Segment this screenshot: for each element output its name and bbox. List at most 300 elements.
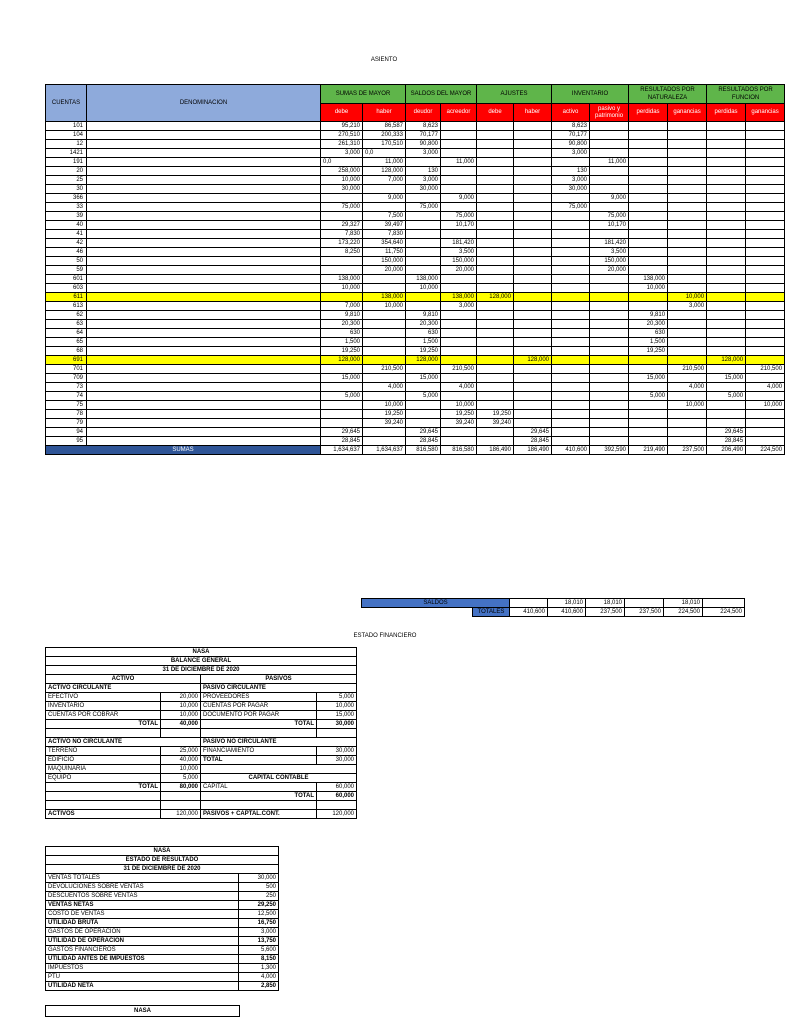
worksheet-cell xyxy=(514,401,552,410)
worksheet-cell: 20,300 xyxy=(406,320,441,329)
worksheet-cell: 128,000 xyxy=(406,356,441,365)
worksheet-cell: 9,000 xyxy=(363,194,406,203)
totales-cell: 410,600 xyxy=(510,608,548,617)
worksheet-cell xyxy=(552,248,590,257)
worksheet-cell: 39,497 xyxy=(363,221,406,230)
worksheet-cell: 4,000 xyxy=(363,383,406,392)
denominacion-cell xyxy=(87,122,321,131)
worksheet-cell xyxy=(477,302,514,311)
worksheet-row xyxy=(46,356,785,365)
worksheet-cell xyxy=(477,122,514,131)
worksheet-cell: 90,800 xyxy=(406,140,441,149)
subheader-cell: deudor xyxy=(406,104,441,122)
worksheet-cell xyxy=(552,257,590,266)
worksheet-cell: 4,000 xyxy=(668,383,707,392)
worksheet-cell: 30,000 xyxy=(321,185,363,194)
account-code: 691 xyxy=(46,356,87,365)
worksheet-cell: 28,845 xyxy=(707,437,746,446)
denominacion-cell xyxy=(87,284,321,293)
worksheet-cell: 28,845 xyxy=(514,437,552,446)
worksheet-cell xyxy=(552,239,590,248)
worksheet-cell xyxy=(477,329,514,338)
resultado-label: IMPUESTOS xyxy=(46,964,239,973)
sumas-cell: 186,490 xyxy=(477,446,514,455)
worksheet-cell: 10,170 xyxy=(590,221,629,230)
worksheet-cell xyxy=(514,329,552,338)
worksheet-cell xyxy=(707,365,746,374)
resultado-label: GASTOS DE OPERACIÓN xyxy=(46,928,239,937)
sumas-row xyxy=(46,446,785,455)
balance-value: 10,000 xyxy=(317,702,357,711)
resultado-title: ESTADO DE RESULTADO xyxy=(46,856,279,865)
worksheet-cell xyxy=(441,122,477,131)
worksheet-cell xyxy=(746,194,785,203)
account-code: 63 xyxy=(46,320,87,329)
resultado-label: UTILIDAD NETA xyxy=(46,982,239,991)
worksheet-cell xyxy=(629,122,668,131)
worksheet-cell xyxy=(477,401,514,410)
account-code: 613 xyxy=(46,302,87,311)
denominacion-cell xyxy=(87,140,321,149)
worksheet-cell xyxy=(441,374,477,383)
worksheet-cell: 19,250 xyxy=(321,347,363,356)
worksheet-cell xyxy=(668,347,707,356)
blank-cell xyxy=(201,765,357,774)
worksheet-cell xyxy=(629,437,668,446)
worksheet-cell: 90,800 xyxy=(552,140,590,149)
resultado-value: 2,850 xyxy=(239,982,279,991)
worksheet-cell: 20,000 xyxy=(363,266,406,275)
worksheet-cell xyxy=(552,374,590,383)
worksheet-cell xyxy=(363,356,406,365)
estado-resultado-table xyxy=(45,846,279,991)
worksheet-cell xyxy=(707,302,746,311)
totales-cell: 237,500 xyxy=(586,608,625,617)
worksheet-cell xyxy=(552,437,590,446)
account-code: 73 xyxy=(46,383,87,392)
resultado-value: 1,300 xyxy=(239,964,279,973)
worksheet-cell xyxy=(441,347,477,356)
worksheet-cell xyxy=(629,131,668,140)
header-resultados-naturaleza: RESULTADOS POR NATURALEZA xyxy=(629,85,707,104)
worksheet-cell xyxy=(668,194,707,203)
account-code: 64 xyxy=(46,329,87,338)
worksheet-cell xyxy=(514,194,552,203)
balance-value: 10,000 xyxy=(161,765,201,774)
worksheet-cell xyxy=(590,122,629,131)
activos-label: ACTIVOS xyxy=(46,810,161,819)
worksheet-cell xyxy=(668,437,707,446)
totales-cell: 410,600 xyxy=(548,608,586,617)
worksheet-cell: 181,420 xyxy=(590,239,629,248)
saldos-cell xyxy=(510,599,548,608)
worksheet-cell xyxy=(552,347,590,356)
capital-value: 60,000 xyxy=(317,783,357,792)
worksheet-cell xyxy=(441,230,477,239)
worksheet-row xyxy=(46,365,785,374)
worksheet-cell xyxy=(746,356,785,365)
pasivos-capital-label: PASIVOS + CAPTAL.CONT. xyxy=(201,810,317,819)
account-code: 46 xyxy=(46,248,87,257)
worksheet-cell xyxy=(590,374,629,383)
worksheet-cell: 75,000 xyxy=(321,203,363,212)
worksheet-cell xyxy=(441,284,477,293)
worksheet-cell xyxy=(514,338,552,347)
worksheet-row xyxy=(46,410,785,419)
worksheet-cell: 29,645 xyxy=(514,428,552,437)
balance-label: PROVEEDORES xyxy=(201,693,317,702)
worksheet-cell: 29,645 xyxy=(321,428,363,437)
worksheet-cell xyxy=(514,293,552,302)
worksheet-cell xyxy=(746,347,785,356)
worksheet-cell xyxy=(406,293,441,302)
worksheet-cell xyxy=(707,212,746,221)
worksheet-cell xyxy=(746,320,785,329)
worksheet-cell: 75,000 xyxy=(406,203,441,212)
resultado-label: VENTAS TOTALES xyxy=(46,874,239,883)
denominacion-cell xyxy=(87,392,321,401)
worksheet-cell xyxy=(707,230,746,239)
resultado-label: DEVOLUCIONES SOBRE VENTAS xyxy=(46,883,239,892)
balance-label: EFECTIVO xyxy=(46,693,161,702)
worksheet-cell xyxy=(668,203,707,212)
resultado-row xyxy=(46,964,279,973)
totales-cell: 224,500 xyxy=(703,608,745,617)
worksheet-cell xyxy=(746,131,785,140)
worksheet-cell xyxy=(590,329,629,338)
worksheet-cell: 4,000 xyxy=(441,383,477,392)
worksheet-cell xyxy=(363,185,406,194)
resultado-label: VENTAS NETAS xyxy=(46,901,239,910)
worksheet-cell xyxy=(590,401,629,410)
worksheet-cell xyxy=(707,203,746,212)
worksheet-cell: 9,000 xyxy=(441,194,477,203)
account-code: 74 xyxy=(46,392,87,401)
worksheet-cell: 10,000 xyxy=(441,401,477,410)
balance-label: EDIFICIO xyxy=(46,756,161,765)
worksheet-cell xyxy=(746,311,785,320)
worksheet-cell xyxy=(514,383,552,392)
account-code: 12 xyxy=(46,140,87,149)
worksheet-cell xyxy=(441,428,477,437)
worksheet-cell xyxy=(441,167,477,176)
resultado-row xyxy=(46,892,279,901)
balance-company: NASA xyxy=(46,648,357,657)
account-code: 25 xyxy=(46,176,87,185)
worksheet-row xyxy=(46,275,785,284)
pc-total-label: TOTAL xyxy=(201,720,317,729)
worksheet-cell: 20,300 xyxy=(629,320,668,329)
blank-cell xyxy=(201,801,317,810)
worksheet-cell xyxy=(707,401,746,410)
worksheet-cell xyxy=(668,248,707,257)
worksheet-cell: 11,000 xyxy=(590,158,629,167)
worksheet-cell xyxy=(668,221,707,230)
worksheet-cell xyxy=(746,437,785,446)
worksheet-cell: 210,500 xyxy=(441,365,477,374)
worksheet-cell xyxy=(552,194,590,203)
worksheet-cell xyxy=(321,419,363,428)
denominacion-cell xyxy=(87,167,321,176)
resultado-row xyxy=(46,919,279,928)
worksheet-cell xyxy=(590,293,629,302)
worksheet-cell xyxy=(629,176,668,185)
pasivo-circulante-header: PASIVO CIRCULANTE xyxy=(201,684,357,693)
worksheet-cell: 354,640 xyxy=(363,239,406,248)
worksheet-cell xyxy=(363,338,406,347)
worksheet-cell: 9,000 xyxy=(590,194,629,203)
denominacion-cell xyxy=(87,176,321,185)
worksheet-cell xyxy=(552,338,590,347)
worksheet-cell xyxy=(514,167,552,176)
account-code: 104 xyxy=(46,131,87,140)
worksheet-cell xyxy=(321,383,363,392)
header-saldos-mayor: SALDOS DEL MAYOR xyxy=(406,85,477,104)
worksheet-cell: 210,500 xyxy=(746,365,785,374)
worksheet-cell: 29,645 xyxy=(406,428,441,437)
worksheet-cell xyxy=(321,257,363,266)
worksheet-row xyxy=(46,419,785,428)
resultado-label: GASTOS FINANCIEROS xyxy=(46,946,239,955)
worksheet-cell xyxy=(746,140,785,149)
worksheet-cell xyxy=(746,374,785,383)
worksheet-cell xyxy=(477,428,514,437)
worksheet-cell xyxy=(477,140,514,149)
worksheet-cell xyxy=(441,392,477,401)
worksheet-cell xyxy=(477,311,514,320)
worksheet-cell xyxy=(514,392,552,401)
worksheet-cell xyxy=(668,311,707,320)
denominacion-cell xyxy=(87,257,321,266)
worksheet-cell xyxy=(477,203,514,212)
worksheet-row xyxy=(46,374,785,383)
worksheet-cell xyxy=(552,158,590,167)
worksheet-cell xyxy=(707,140,746,149)
saldos-table xyxy=(361,598,745,617)
worksheet-row xyxy=(46,158,785,167)
worksheet-cell xyxy=(629,419,668,428)
resultado-date: 31 DE DICIEMBRE DE 2020 xyxy=(46,865,279,874)
worksheet-cell xyxy=(477,338,514,347)
worksheet-cell xyxy=(514,149,552,158)
worksheet-cell xyxy=(477,158,514,167)
worksheet-cell xyxy=(629,383,668,392)
ac-total-value: 40,000 xyxy=(161,720,201,729)
worksheet-cell: 10,000 xyxy=(629,284,668,293)
worksheet-cell xyxy=(746,221,785,230)
worksheet-cell xyxy=(746,419,785,428)
resultado-value: 12,500 xyxy=(239,910,279,919)
worksheet-cell xyxy=(552,284,590,293)
account-code: 50 xyxy=(46,257,87,266)
resultado-row xyxy=(46,937,279,946)
pc-total-value: 30,000 xyxy=(317,720,357,729)
worksheet-cell: 15,000 xyxy=(321,374,363,383)
saldos-spacer xyxy=(362,608,473,617)
worksheet-cell xyxy=(707,419,746,428)
worksheet-cell xyxy=(707,284,746,293)
resultado-value: 3,000 xyxy=(239,928,279,937)
account-code: 611 xyxy=(46,293,87,302)
saldos-label: SALDOS xyxy=(362,599,510,608)
account-code: 101 xyxy=(46,122,87,131)
account-code: 1421 xyxy=(46,149,87,158)
worksheet-cell: 630 xyxy=(321,329,363,338)
worksheet-cell: 138,000 xyxy=(629,275,668,284)
worksheet-row xyxy=(46,392,785,401)
worksheet-row xyxy=(46,320,785,329)
worksheet-row xyxy=(46,347,785,356)
sumas-cell: 219,490 xyxy=(629,446,668,455)
capital-label: CAPITAL xyxy=(201,783,317,792)
worksheet-cell xyxy=(590,149,629,158)
capital-total-label: TOTAL xyxy=(201,792,317,801)
worksheet-cell xyxy=(707,320,746,329)
resultado-label: DESCUENTOS SOBRE VENTAS xyxy=(46,892,239,901)
worksheet-cell xyxy=(668,167,707,176)
account-code: 40 xyxy=(46,221,87,230)
worksheet-cell xyxy=(590,203,629,212)
worksheet-row xyxy=(46,437,785,446)
worksheet-row xyxy=(46,149,785,158)
worksheet-cell: 150,000 xyxy=(441,257,477,266)
worksheet-cell xyxy=(629,428,668,437)
totales-label: TOTALES xyxy=(473,608,510,617)
resultado-value: 4,000 xyxy=(239,973,279,982)
saldos-cell: 18,010 xyxy=(586,599,625,608)
worksheet-row xyxy=(46,140,785,149)
sumas-cell: 1,634,637 xyxy=(363,446,406,455)
worksheet-cell xyxy=(707,257,746,266)
worksheet-cell: 19,250 xyxy=(363,410,406,419)
worksheet-cell: 70,177 xyxy=(552,131,590,140)
worksheet-cell: 7,830 xyxy=(321,230,363,239)
worksheet-cell xyxy=(552,329,590,338)
resultado-row xyxy=(46,982,279,991)
worksheet-cell xyxy=(514,302,552,311)
worksheet-row xyxy=(46,221,785,230)
sumas-label: SUMAS xyxy=(46,446,321,455)
worksheet-cell: 130 xyxy=(406,167,441,176)
account-code: 42 xyxy=(46,239,87,248)
worksheet-cell xyxy=(406,248,441,257)
worksheet-cell xyxy=(629,410,668,419)
worksheet-cell: 19,250 xyxy=(629,347,668,356)
resultado-label: UTILIDAD DE OPERACIÓN xyxy=(46,937,239,946)
worksheet-cell xyxy=(590,140,629,149)
worksheet-row xyxy=(46,311,785,320)
worksheet-cell xyxy=(477,347,514,356)
denominacion-cell xyxy=(87,320,321,329)
denominacion-cell xyxy=(87,203,321,212)
worksheet-cell xyxy=(746,392,785,401)
worksheet-cell xyxy=(629,356,668,365)
worksheet-cell xyxy=(707,239,746,248)
balance-date: 31 DE DICIEMBRE DE 2020 xyxy=(46,666,357,675)
worksheet-cell xyxy=(321,266,363,275)
worksheet-cell xyxy=(707,266,746,275)
account-code: 68 xyxy=(46,347,87,356)
worksheet-cell xyxy=(707,248,746,257)
worksheet-cell: 10,000 xyxy=(321,284,363,293)
saldos-row xyxy=(362,599,745,608)
footer-table xyxy=(45,1005,240,1017)
worksheet-cell xyxy=(477,320,514,329)
balance-label: TERRENO xyxy=(46,747,161,756)
worksheet-cell xyxy=(514,221,552,230)
resultado-row xyxy=(46,928,279,937)
worksheet-cell xyxy=(406,419,441,428)
worksheet-cell xyxy=(477,266,514,275)
worksheet-cell xyxy=(590,356,629,365)
worksheet-cell xyxy=(441,329,477,338)
worksheet-cell xyxy=(668,185,707,194)
worksheet-cell xyxy=(746,293,785,302)
worksheet-cell: 8,623 xyxy=(552,122,590,131)
account-code: 33 xyxy=(46,203,87,212)
worksheet-cell xyxy=(668,284,707,293)
worksheet-table xyxy=(45,84,785,455)
resultado-row xyxy=(46,910,279,919)
account-code: 366 xyxy=(46,194,87,203)
worksheet-cell xyxy=(477,365,514,374)
worksheet-cell xyxy=(668,239,707,248)
worksheet-cell: 39,240 xyxy=(441,419,477,428)
worksheet-cell xyxy=(590,230,629,239)
worksheet-cell xyxy=(406,410,441,419)
worksheet-cell xyxy=(668,338,707,347)
worksheet-cell: 210,500 xyxy=(363,365,406,374)
worksheet-cell xyxy=(746,176,785,185)
account-code: 78 xyxy=(46,410,87,419)
worksheet-cell xyxy=(629,239,668,248)
balance-value: 40,000 xyxy=(161,756,201,765)
resultado-value: 8,150 xyxy=(239,955,279,964)
worksheet-cell xyxy=(629,293,668,302)
worksheet-cell: 11,750 xyxy=(363,248,406,257)
worksheet-cell xyxy=(746,410,785,419)
pnc-total-value: 30,000 xyxy=(317,756,357,765)
worksheet-cell xyxy=(746,329,785,338)
resultado-label: PTU xyxy=(46,973,239,982)
worksheet-cell xyxy=(406,266,441,275)
worksheet-cell xyxy=(746,230,785,239)
worksheet-cell xyxy=(514,158,552,167)
worksheet-cell xyxy=(590,302,629,311)
header-denominacion: DENOMINACION xyxy=(87,85,321,122)
balance-label: CUENTAS POR COBRAR xyxy=(46,711,161,720)
worksheet-header-row xyxy=(46,85,785,104)
worksheet-cell xyxy=(552,356,590,365)
worksheet-cell xyxy=(514,122,552,131)
worksheet-cell xyxy=(668,176,707,185)
subheader-cell: haber xyxy=(363,104,406,122)
worksheet-cell: 3,000 xyxy=(552,176,590,185)
worksheet-cell xyxy=(707,311,746,320)
worksheet-cell: 11,000 xyxy=(441,158,477,167)
worksheet-cell xyxy=(363,284,406,293)
denominacion-cell xyxy=(87,158,321,167)
worksheet-cell xyxy=(629,158,668,167)
worksheet-cell xyxy=(707,149,746,158)
balance-title: BALANCE GENERAL xyxy=(46,657,357,666)
worksheet-cell xyxy=(477,230,514,239)
worksheet-row xyxy=(46,167,785,176)
totales-cell: 237,500 xyxy=(625,608,664,617)
worksheet-cell xyxy=(514,239,552,248)
activos-value: 120,000 xyxy=(161,810,201,819)
worksheet-cell xyxy=(477,167,514,176)
